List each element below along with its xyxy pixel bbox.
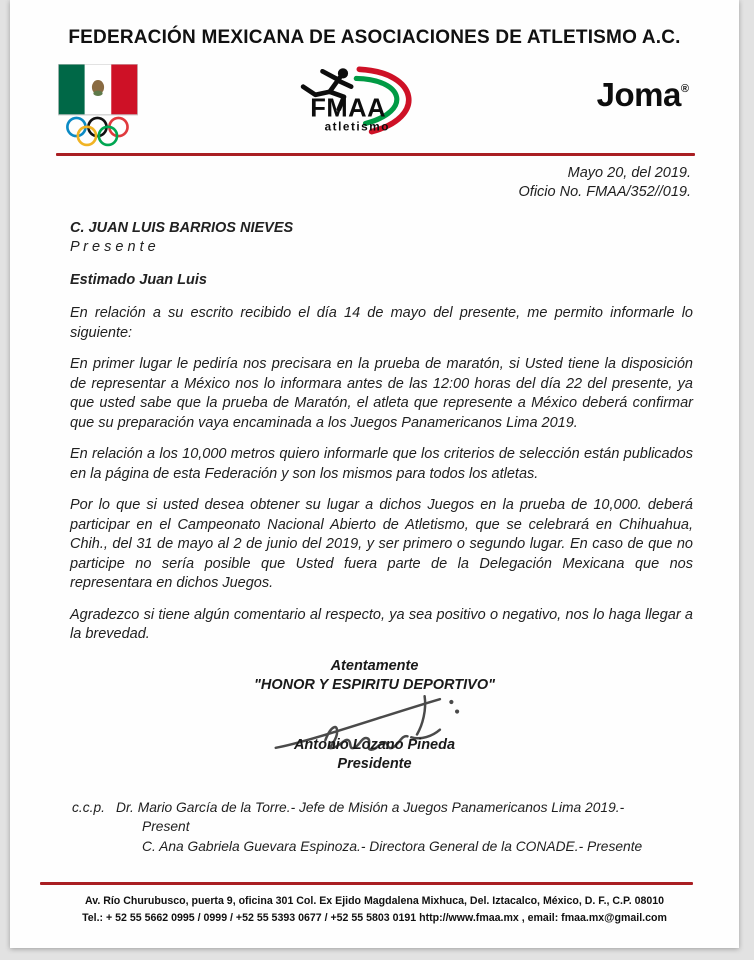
- header-divider: [56, 153, 695, 156]
- fmaa-logo: [298, 66, 436, 145]
- signer-title: Presidente: [337, 755, 412, 772]
- mexican-olympic-logo: [58, 64, 138, 148]
- ccp-label: c.c.p.: [72, 799, 105, 815]
- logo-row: [58, 64, 689, 148]
- footer-contact: Tel.: + 52 55 5662 0995 / 0999 / +52 55 5393 0677 / +52 55 5803 0191 http://www.fmaa.mx , email: fmaa.mx@gmail.com: [82, 912, 667, 924]
- ccp-lines: [116, 798, 642, 857]
- fmaa-logo-icon: [298, 66, 436, 140]
- olympic-rings-icon: [67, 118, 127, 145]
- joma-logo: [597, 78, 689, 111]
- addressee-block: [70, 219, 693, 257]
- mexican-flag-olympic-rings-icon: [58, 64, 138, 148]
- oficio-number: Oficio No. FMAA/352//019.: [518, 184, 691, 200]
- fmaa-wordmark: FMAA: [310, 94, 387, 123]
- presente-line: P r e s e n t e: [70, 239, 156, 255]
- ccp-line: Dr. Mario García de la Torre.- Jefe de Misión a Juegos Panamericanos Lima 2019.-: [116, 799, 625, 815]
- body-paragraph-4: Por lo que si usted desea obtener su lugar a dichos Juegos en la prueba de 10,000. deberá participar en el Campeonato Nacional Abierto de Atletismo, que se celebrará en Chihuahua, Chih., del 31 de mayo al 2 de junio del 2019, y ser primero o segundo lugar. En caso de que no participe no sería posible que Usted fuera parte de la Delegación Mexicana que nos representara en dichos Juegos.: [70, 497, 693, 591]
- fmaa-subtitle: atletismo: [324, 120, 391, 134]
- footer-divider: [40, 882, 693, 885]
- letter-meta: [10, 164, 739, 202]
- ccp-line: C. Ana Gabriela Guevara Espinoza.- Directora General de la CONADE.- Presente: [142, 838, 643, 854]
- body-paragraph-1: En relación a su escrito recibido el día 14 de mayo del presente, me permito informarle lo siguiente:: [70, 305, 693, 341]
- closing-atentamente: Atentamente: [330, 657, 419, 674]
- closing-motto: "HONOR Y ESPIRITU DEPORTIVO": [254, 677, 495, 693]
- footer-address: Av. Río Churubusco, puerta 9, oficina 301 Col. Ex Ejido Magdalena Mixhuca, Del. Iztacalco, México, D. F., C.P. 08010: [84, 895, 665, 907]
- signer-name: Antonio Lozano Pineda: [293, 736, 456, 753]
- page-title: FEDERACIÓN MEXICANA DE ASOCIACIONES DE ATLETISMO A.C.: [68, 27, 681, 48]
- body-paragraph-5: Agradezco si tiene algún comentario al respecto, ya sea positivo o negativo, nos lo haga llegar a la brevedad.: [70, 606, 693, 642]
- ccp-line: Present: [142, 819, 190, 834]
- joma-wordmark: Joma: [596, 76, 681, 113]
- date-line: Mayo 20, del 2019.: [567, 165, 691, 181]
- body-paragraph-3: En relación a los 10,000 metros quiero informarle que los criterios de selección están publicados en la página de esta Federación y son los mismos para todos los atletas.: [70, 446, 693, 482]
- body-paragraph-2: En primer lugar le pediría nos precisara en la prueba de maratón, si Usted tiene la disposición de representar a México nos lo informara antes de las 12:00 horas del día 22 del presente, ya que usted sabe que la prueba de Maratón, el atleta que represente a México deberá confirmar que su preparación vaya encaminada a los Juegos Panamericanos Lima 2019.: [70, 356, 693, 431]
- closing-block: [10, 657, 739, 696]
- ccp-block: [72, 798, 699, 857]
- letterhead-footer: [10, 893, 739, 927]
- signature-area: [10, 692, 739, 774]
- addressee-name: C. JUAN LUIS BARRIOS NIEVES: [70, 220, 294, 236]
- salutation: Estimado Juan Luis: [70, 272, 207, 288]
- mexican-flag-icon: [58, 64, 138, 115]
- letter-page: [10, 0, 739, 948]
- registered-trademark-icon: ®: [680, 83, 689, 95]
- letter-body: [70, 304, 693, 645]
